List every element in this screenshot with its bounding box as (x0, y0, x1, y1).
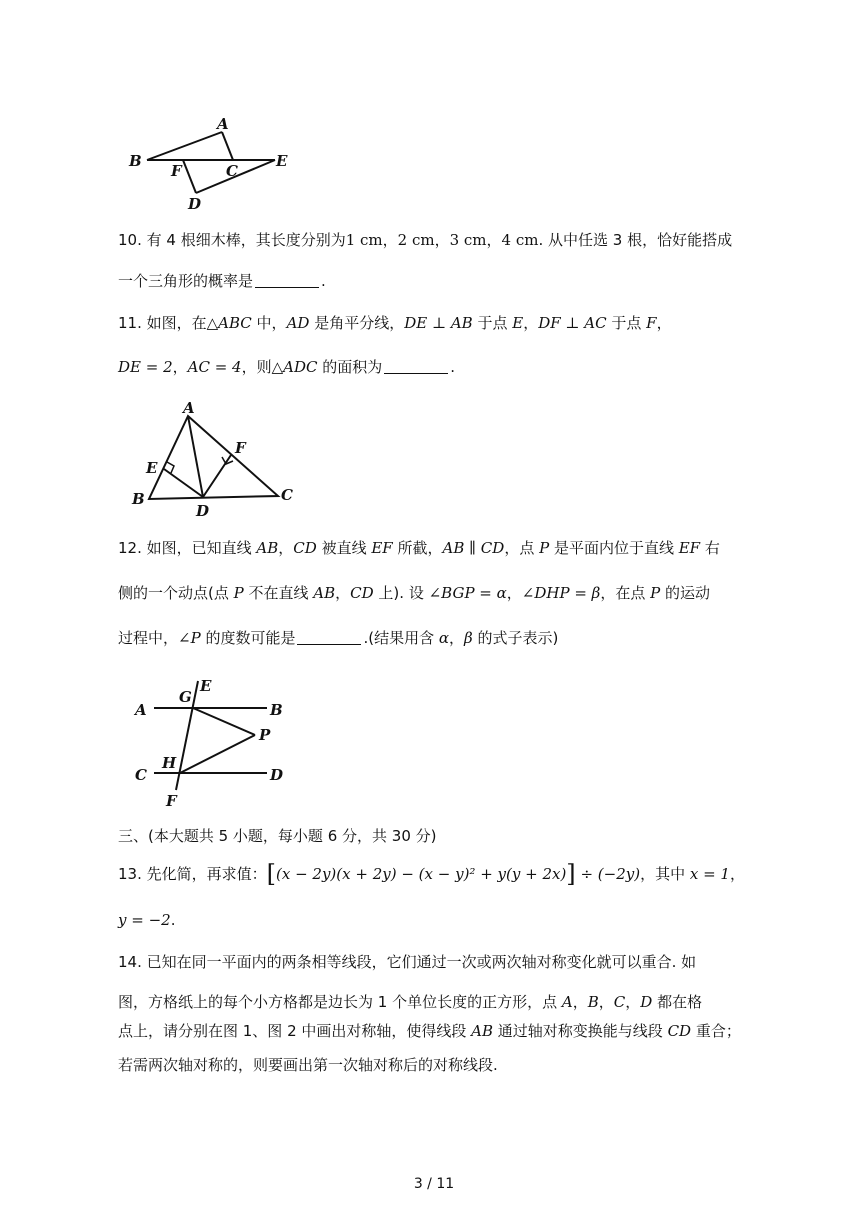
q12-line1: 12. 如图，已知直线 AB，CD 被直线 EF 所截，AB ∥ CD，点 P 是平面内位于直线 EF 右 (118, 539, 720, 557)
label-A: A (217, 115, 229, 133)
q13-line1: 13. 先化简，再求值：[(x − 2y)(x + 2y) − (x − y)² + y(y + 2x)] ÷ (−2y)，其中 x = 1， (118, 860, 745, 888)
q14-line2: 图，方格纸上的每个小方格都是边长为 1 个单位长度的正方形，点 A，B，C，D 都在格 (118, 993, 703, 1011)
label-B: B (132, 490, 145, 508)
bracket-right: ] (566, 860, 576, 888)
label-C: C (281, 486, 293, 504)
label-F: F (166, 792, 177, 810)
label-E: E (200, 677, 212, 695)
q14-line1: 14. 已知在同一平面内的两条相等线段，它们通过一次或两次轴对称变化就可以重合. 如 (118, 953, 697, 971)
segment-HP (180, 735, 255, 773)
q10-lengths: 1 cm，2 cm，3 cm，4 cm (345, 231, 539, 249)
label-D: D (196, 502, 210, 520)
q11-line2: DE = 2，AC = 4，则△ADC 的面积为 . (118, 358, 456, 376)
label-G: G (179, 688, 192, 706)
q13-expression: (x − 2y)(x + 2y) − (x − y)² + y(y + 2x) (276, 865, 567, 883)
label-B: B (270, 701, 283, 719)
page-number: 3 / 11 (413, 1176, 455, 1192)
label-E: E (146, 459, 158, 477)
label-D: D (270, 766, 284, 784)
bracket-left: [ (266, 860, 276, 888)
section-3-title: 三、(本大题共 5 小题，每小题 6 分，共 30 分) (118, 827, 437, 845)
label-B: B (129, 152, 142, 170)
segment-GP (193, 708, 255, 735)
label-C: C (135, 766, 147, 784)
label-F: F (171, 162, 182, 180)
q10-line2: 一个三角形的概率是 . (118, 272, 326, 290)
q13-line2: y = −2. (118, 911, 176, 929)
label-F: F (235, 439, 246, 457)
q10-line1: 10. 有 4 根细木棒，其长度分别为1 cm，2 cm，3 cm，4 cm. 从中任选 3 根，恰好能搭成 (118, 231, 733, 249)
label-E: E (276, 152, 288, 170)
q14-line3: 点上，请分别在图 1、图 2 中画出对称轴，使得线段 AB 通过轴对称变换能与线段 CD 重合； (118, 1022, 741, 1040)
label-D: D (188, 195, 202, 213)
label-C: C (226, 162, 238, 180)
q11-line1: 11. 如图，在△ABC 中，AD 是角平分线，DE ⊥ AB 于点 E，DF ⊥ AC 于点 F， (118, 314, 672, 332)
label-A: A (135, 701, 147, 719)
q14-line4: 若需两次轴对称的，则要画出第一次轴对称后的对称线段. (118, 1056, 498, 1074)
q12-line2: 侧的一个动点(点 P 不在直线 AB，CD 上). 设 ∠BGP = α，∠DHP = β，在点 P 的运动 (118, 584, 710, 602)
q12-line3: 过程中，∠P 的度数可能是 .(结果用含 α，β 的式子表示) (118, 629, 559, 647)
label-A: A (183, 399, 195, 417)
label-H: H (162, 754, 177, 772)
label-P: P (259, 726, 271, 744)
